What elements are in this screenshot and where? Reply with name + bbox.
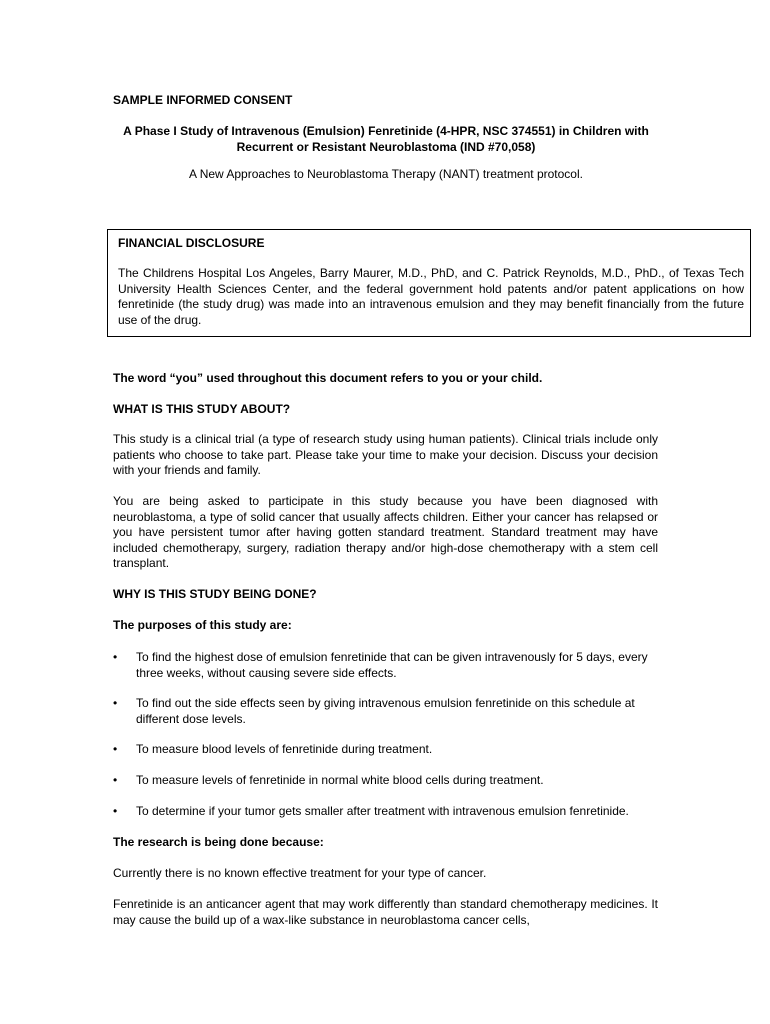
purpose-text: To determine if your tumor gets smaller after treatment with intravenous emulsion fenretinide.: [136, 804, 629, 818]
purpose-text: To measure blood levels of fenretinide during treatment.: [136, 742, 433, 756]
bullet-icon: •: [113, 804, 118, 818]
purpose-text: To measure levels of fenretinide in normal white blood cells during treatment.: [136, 773, 544, 787]
protocol-subtitle: A New Approaches to Neuroblastoma Therapy (NANT) treatment protocol.: [189, 167, 583, 181]
bullet-icon: •: [113, 742, 118, 756]
why-heading: WHY IS THIS STUDY BEING DONE?: [113, 587, 317, 601]
bullet-icon: •: [113, 773, 118, 787]
purpose-text: To find out the side effects seen by giving intravenous emulsion fenretinide on this schedule at different dose levels.: [136, 696, 635, 726]
purposes-heading: The purposes of this study are:: [113, 618, 292, 632]
study-title: A Phase I Study of Intravenous (Emulsion) Fenretinide (4-HPR, NSC 374551) in Children with Recurrent or Resistant Neuroblastoma (IND #70,058): [123, 124, 649, 154]
about-paragraph-1: This study is a clinical trial (a type of research study using human patients). Clinical trials include only patients who choose to take part. Please take your time to make your decision. Discuss your decision with your friends and family.: [113, 432, 658, 478]
bullet-icon: •: [113, 650, 118, 664]
you-definition-note: The word “you” used throughout this document refers to you or your child.: [113, 371, 543, 385]
reason-heading: The research is being done because:: [113, 835, 324, 849]
reason-paragraph-1: Currently there is no known effective treatment for your type of cancer.: [113, 866, 487, 880]
purpose-text: To find the highest dose of emulsion fenretinide that can be given intravenously for 5 days, every three weeks, without causing severe side effects.: [136, 650, 648, 680]
about-heading: WHAT IS THIS STUDY ABOUT?: [113, 402, 291, 416]
financial-disclosure-text: The Childrens Hospital Los Angeles, Barry Maurer, M.D., PhD, and C. Patrick Reynolds, M.D., PhD., of Texas Tech University Health Sciences Center, and the federal government hold patents and/or patent applications on how fenretinide (the study drug) was made into an intravenous emulsion and they may benefit financially from the future use of the drug.: [118, 266, 744, 327]
bullet-icon: •: [113, 696, 118, 710]
reason-paragraph-2: Fenretinide is an anticancer agent that may work differently than standard chemotherapy medicines. It may cause the build up of a wax-like substance in neuroblastoma cancer cells,: [113, 897, 658, 927]
about-paragraph-2: You are being asked to participate in this study because you have been diagnosed with neuroblastoma, a type of solid cancer that usually affects children. Either your cancer has relapsed or you have persistent tumor after having gotten standard treatment. Standard treatment may have included chemotherapy, surgery, radiation therapy and/or high-dose chemotherapy with a stem cell transplant.: [113, 494, 658, 571]
document-title: SAMPLE INFORMED CONSENT: [113, 93, 293, 107]
financial-disclosure-heading: FINANCIAL DISCLOSURE: [118, 236, 265, 250]
